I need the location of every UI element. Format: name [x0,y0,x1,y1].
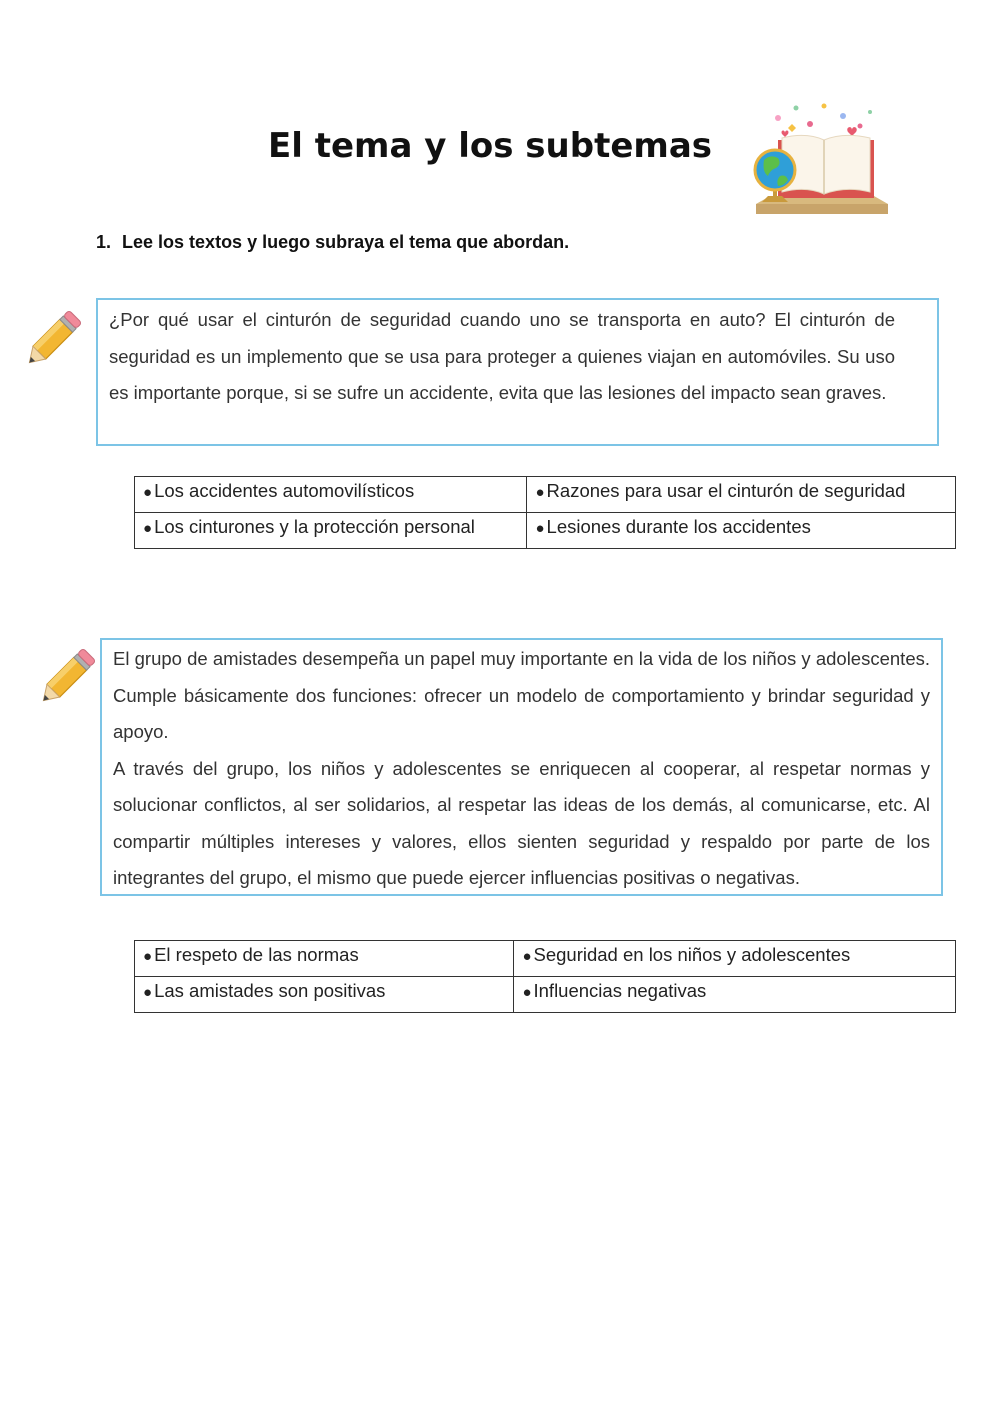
bullet-icon: ● [143,520,153,537]
bullet-icon: ● [143,948,153,965]
table-row [135,941,956,977]
option-text: Seguridad en los niños y adolescentes [533,944,851,965]
sparkles-decoration [775,104,872,138]
options-table-1 [134,476,956,549]
option-cell[interactable] [135,941,514,977]
option-text: Influencias negativas [533,980,707,1001]
option-cell[interactable] [514,941,956,977]
bullet-icon: ● [522,948,532,965]
bullet-icon: ● [143,984,153,1001]
option-text: Los accidentes automovilísticos [154,480,415,501]
option-cell[interactable] [135,513,527,549]
option-text: Los cinturones y la protección personal [154,516,475,537]
pencil-icon [26,304,88,366]
bullet-icon: ● [143,484,153,501]
reading-paragraph: El grupo de amistades desempeña un papel muy importante en la vida de los niños y adolescentes. Cumple básicamente dos funciones: ofrecer un modelo de comportamiento y brindar seguridad y apoyo. [113,648,930,742]
table-row [135,477,956,513]
instruction [96,232,569,253]
reading-text-box-2 [100,638,943,896]
option-cell[interactable] [527,477,956,513]
bullet-icon: ● [522,984,532,1001]
option-text: Razones para usar el cinturón de seguridad [546,480,906,501]
reading-text-box-1 [96,298,939,446]
page-title: El tema y los subtemas [267,126,713,166]
book-globe-illustration [748,98,893,218]
bullet-icon: ● [535,484,545,501]
pencil-icon [40,642,102,704]
option-text: El respeto de las normas [154,944,359,965]
option-cell[interactable] [135,977,514,1013]
reading-paragraph: ¿Por qué usar el cinturón de seguridad cuando uno se transporta en auto? El cinturón de seguridad es un implemento que se usa para proteger a quienes viajan en automóviles. Su uso es importante porque, si se sufre un accidente, evita que las lesiones del impacto sean graves. [109,309,895,403]
instruction-number: 1. [96,232,112,252]
bullet-icon: ● [535,520,545,537]
table-row [135,513,956,549]
option-text: Lesiones durante los accidentes [546,516,811,537]
reading-paragraph: A través del grupo, los niños y adolescentes se enriquecen al cooperar, al respetar normas y solucionar conflictos, al ser solidarios, al respetar las ideas de los demás, al comunicarse, etc. Al compartir múltiples intereses y valores, ellos sienten seguridad y respaldo por parte de los integrantes del grupo, el mismo que puede ejercer influencias positivas o negativas. [113,757,930,888]
option-text: Las amistades son positivas [154,980,386,1001]
option-cell[interactable] [527,513,956,549]
instruction-text: Lee los textos y luego subraya el tema que abordan. [122,232,570,252]
options-table-2 [134,940,956,1013]
option-cell[interactable] [135,477,527,513]
table-row [135,977,956,1013]
option-cell[interactable] [514,977,956,1013]
